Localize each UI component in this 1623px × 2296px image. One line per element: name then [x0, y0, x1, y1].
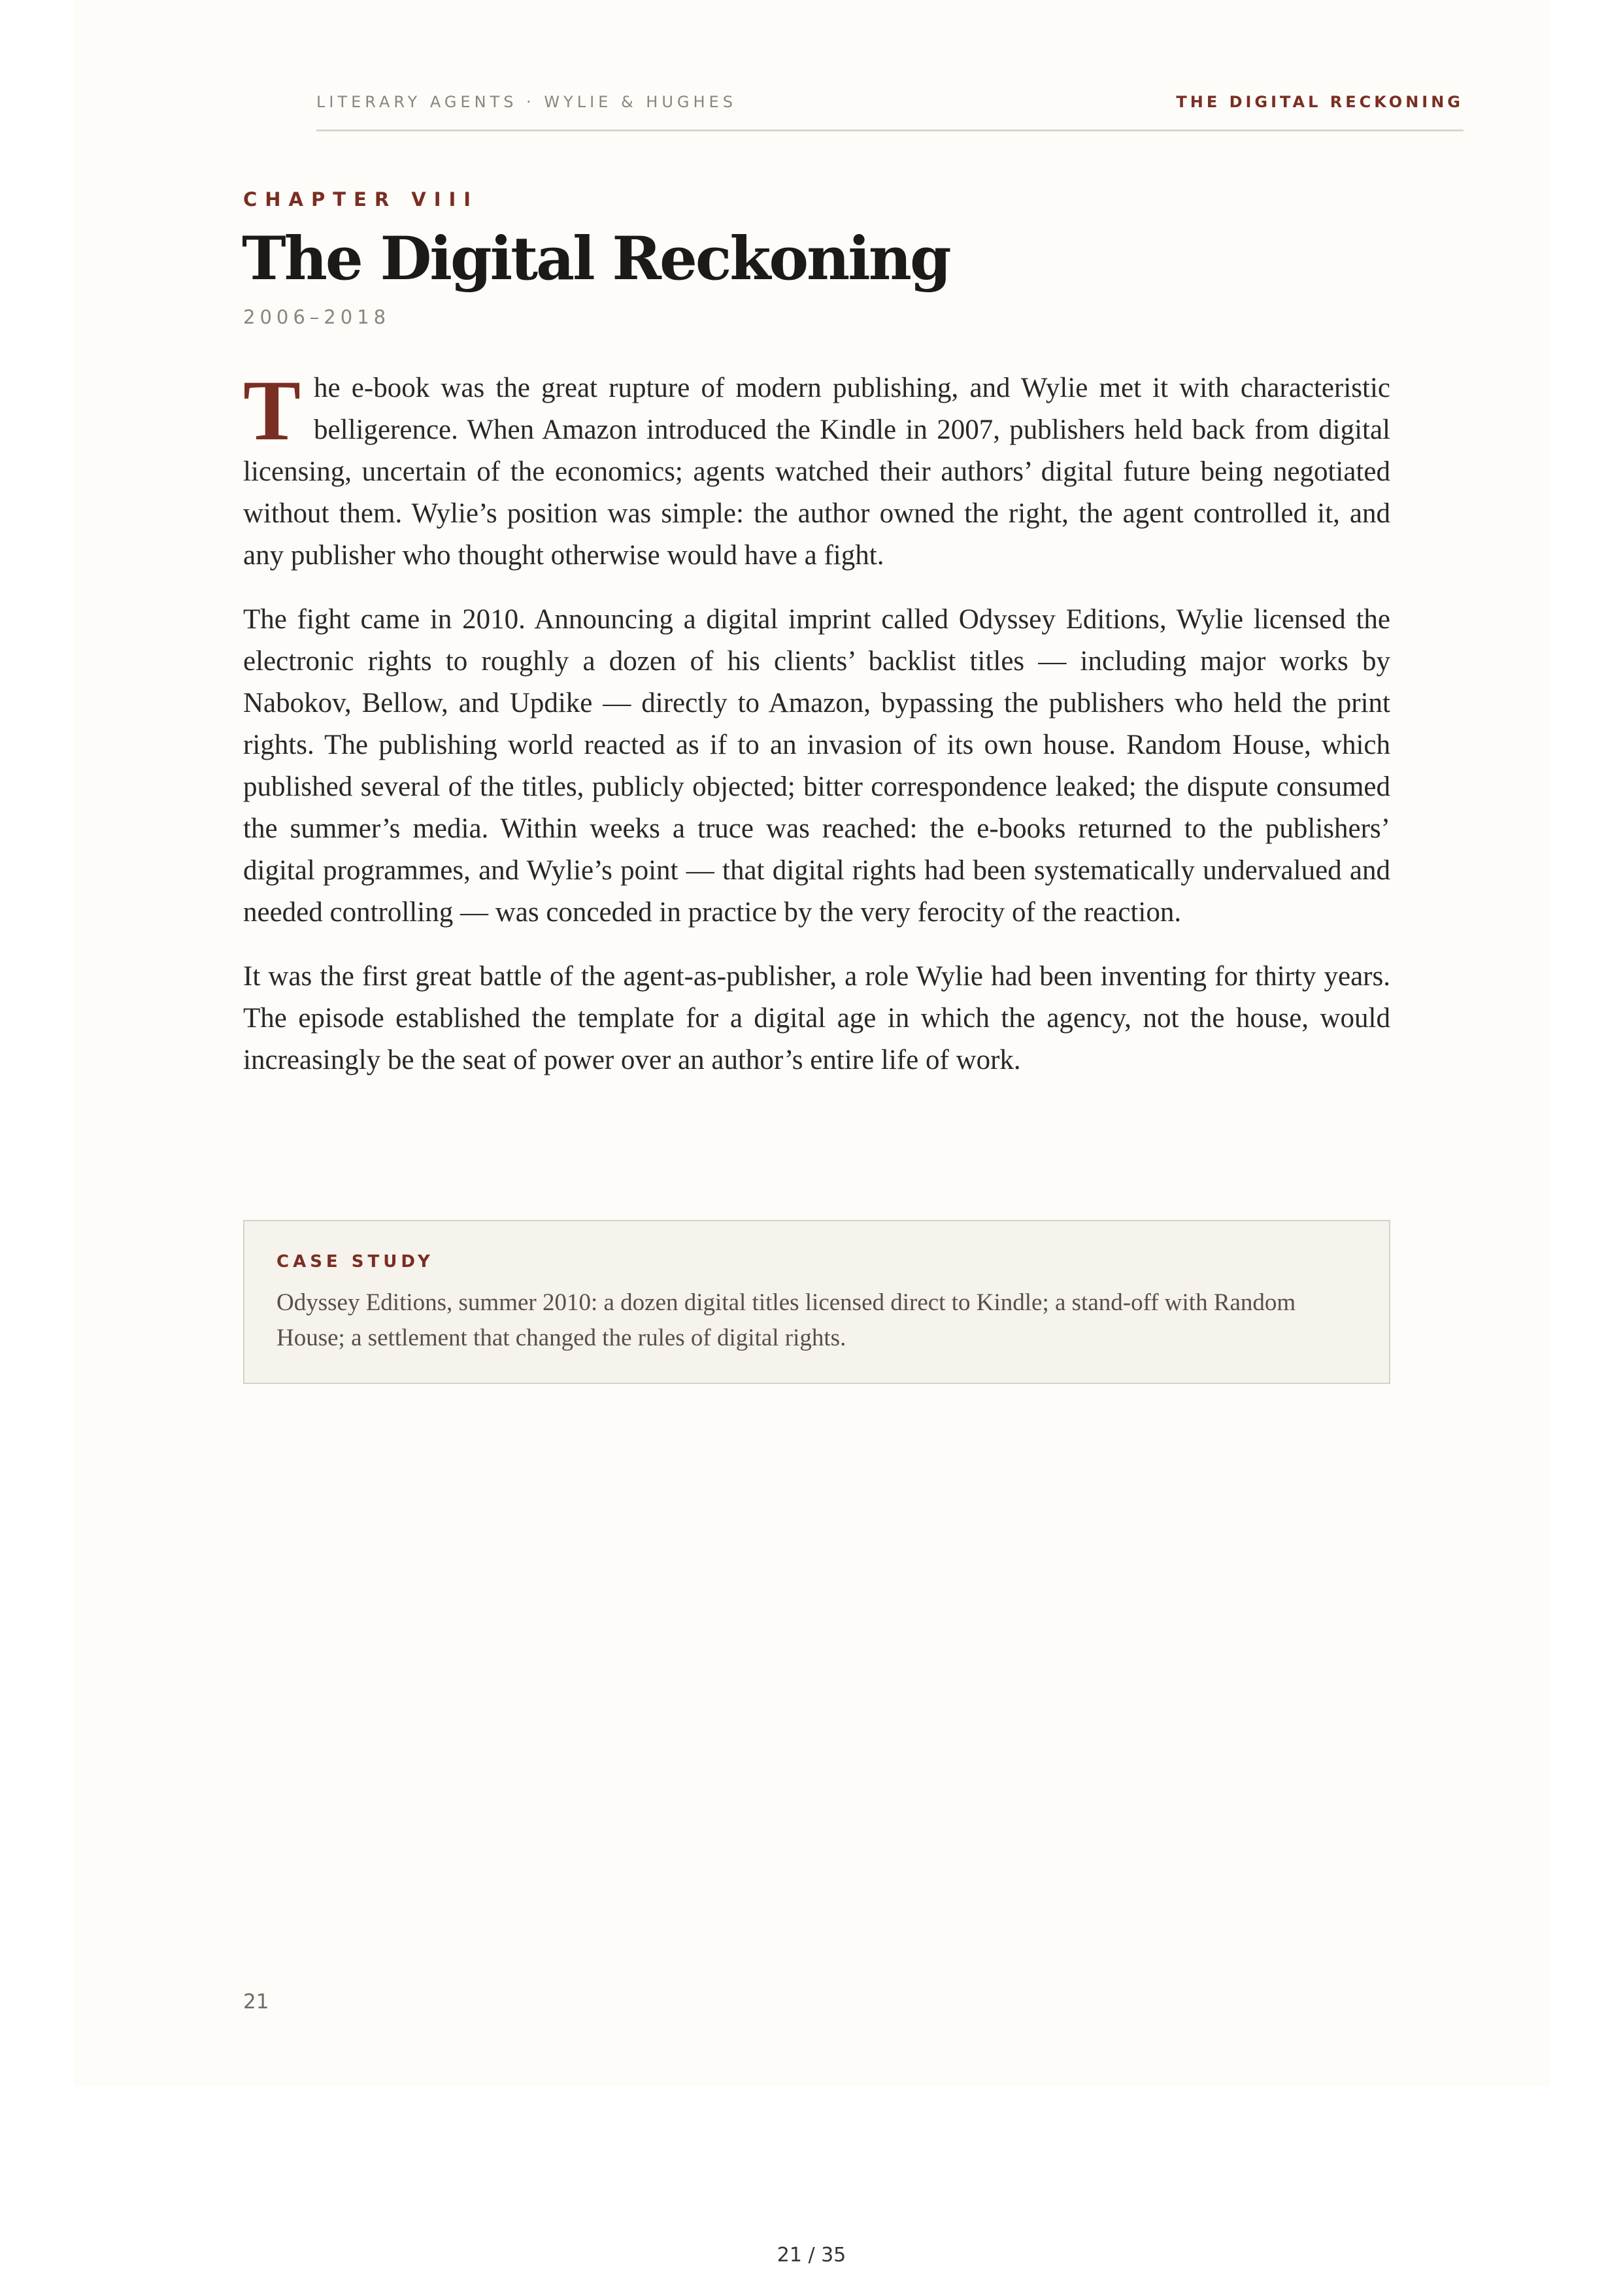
body-paragraph-2: The fight came in 2010. Announcing a digital imprint called Odyssey Editions, Wylie licensed the electronic rights to roughly a dozen of his clients’ backlist titles — including major works by Nabokov, Bellow, and Updike — directly to Amazon, bypassing the publishers who held the print rights. The publishing world reacted as if to an invasion of its own house. Random House, which published several of the titles, publicly objected; bitter correspondence leaked; the dispute consumed the summer’s media. Within weeks a truce was reached: the e-books returned to the publishers’ digital programmes, and Wylie’s point — that digital rights had been systematically undervalued and needed controlling — was conceded in practice by the very ferocity of the reaction.	[243, 604, 1390, 928]
body-paragraph-1	[243, 362, 1390, 577]
case-study-box	[243, 1220, 1390, 1384]
body-paragraph-3: It was the first great battle of the agent-as-publisher, a role Wylie had been inventing for thirty years. The episode established the template for a digital age in which the agency, not the house, would increasingly be the seat of power over an author’s entire life of work.	[243, 961, 1390, 1075]
chapter-years: 2006–2018	[243, 306, 391, 328]
drop-cap: T	[243, 362, 301, 458]
chapter-title: The Digital Reckoning	[242, 224, 950, 294]
chapter-body	[243, 362, 1390, 1104]
chapter-label: CHAPTER VIII	[243, 188, 479, 211]
viewer-page-counter: 21 / 35	[777, 2244, 846, 2267]
page-number: 21	[243, 1990, 269, 2014]
running-head-right: THE DIGITAL RECKONING	[1176, 93, 1464, 111]
case-study-label: CASE STUDY	[276, 1252, 434, 1272]
case-study-text: Odyssey Editions, summer 2010: a dozen digital titles licensed direct to Kindle; a stand-off with Random House; a settlement that changed the rules of digital rights.	[276, 1289, 1296, 1351]
running-head	[316, 93, 1464, 131]
running-head-left: LITERARY AGENTS · WYLIE & HUGHES	[316, 93, 737, 111]
body-paragraph-1-text: he e-book was the great rupture of modern publishing, and Wylie met it with characteristic belligerence. When Amazon introduced the Kindle in 2007, publishers held back from digital licensing, uncertain of the economics; agents watched their authors’ digital future being negotiated without them. Wylie’s position was simple: the author owned the right, the agent controlled it, and any publisher who thought otherwise would have a fight.	[243, 373, 1390, 571]
